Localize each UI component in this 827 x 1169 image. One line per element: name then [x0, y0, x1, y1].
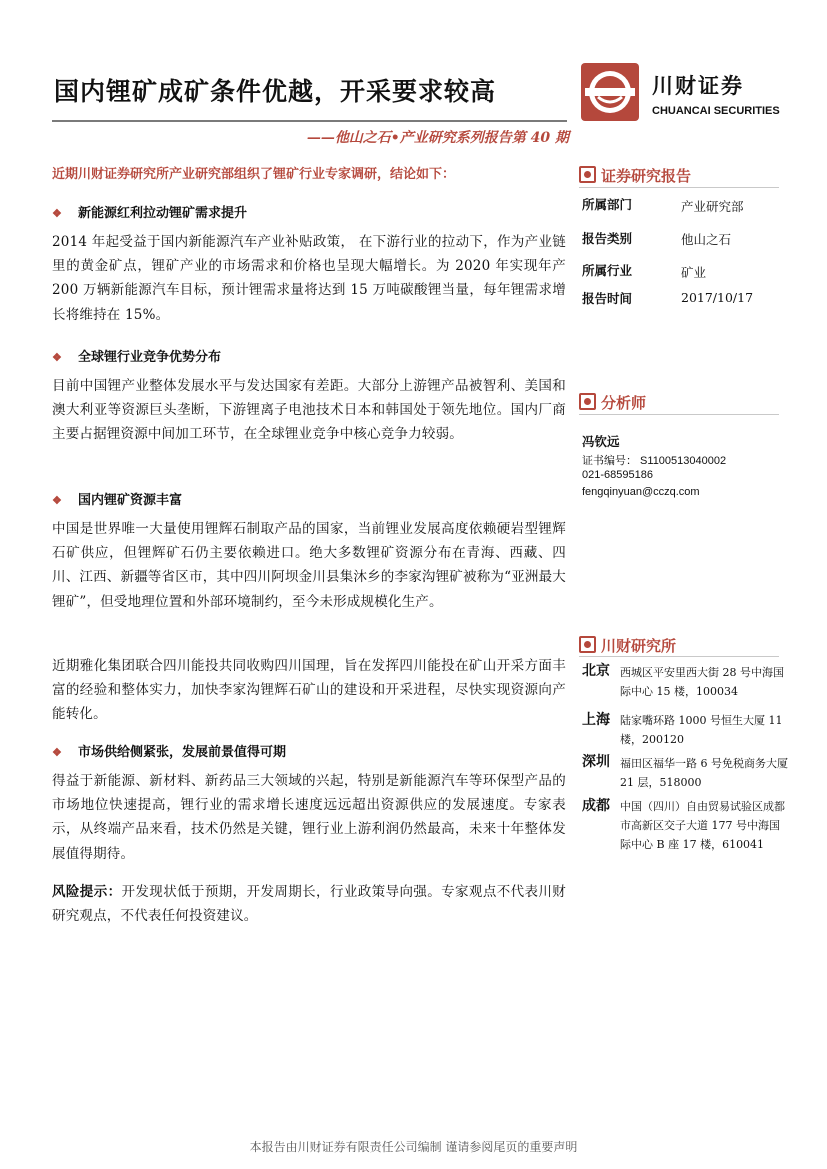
field-label: 所属行业: [582, 263, 633, 278]
intro-summary: 近期川财证券研究所产业研究部组织了锂矿行业专家调研，结论如下：: [52, 167, 456, 182]
section-paragraph: 得益于新能源、新材料、新药品三大领域的兴起，特别是新能源汽车等环保型产品的市场地位快速提高，锂行业的需求增长速度远远超出资源供应的发展速度。专家表示，从终端产品来看，技术仍然是关键，锂行业上游利润仍然最高，未来十年整体发展值得期待。: [52, 773, 566, 862]
field-value: 矿业: [681, 265, 707, 280]
chuancai-logo-icon: [581, 63, 639, 121]
analyst-cert: 证书编号： S1100513040002: [582, 455, 727, 467]
analyst-heading: 分析师: [579, 392, 646, 413]
section-paragraph: 2014 年起受益于国内新能源汽车产业补贴政策， 在下游行业的拉动下，作为产业链里的黄金矿点，锂矿产业的市场需求和价格也呈现大幅增长。为 2020 年实现年产 200 万辆新能源汽车目标，预计锂需求量将达到 15 万吨碳酸锂当量，每年锂需求增长将维持在 15%。: [52, 234, 566, 323]
risk-label: 风险提示：: [52, 884, 122, 900]
office-city: 深圳: [582, 754, 610, 770]
report-info-heading: 证券研究报告: [579, 165, 691, 186]
field-label: 报告时间: [582, 291, 633, 306]
field-value: 产业研究部: [681, 199, 744, 214]
diamond-bullet-icon: ❖: [52, 746, 62, 759]
section-heading: ❖ 市场供给侧紧张，发展前景值得可期: [52, 745, 287, 760]
sidebar-divider: [579, 414, 779, 415]
section-marker-icon: [579, 393, 596, 410]
section-paragraph: 目前中国锂产业整体发展水平与发达国家有差距。大部分上游锂产品被智利、美国和澳大利亚等资源巨头垄断，下游锂离子电池技术日本和韩国处于领先地位。国内厂商主要占据锂资源中间加工环节，在全球锂业竞争中核心竞争力较弱。: [52, 378, 566, 443]
section-paragraph: 中国是世界唯一大量使用锂辉石制取产品的国家，当前锂业发展高度依赖硬岩型锂辉石矿供应，但锂辉矿石仍主要依赖进口。绝大多数锂矿资源分布在青海、西藏、四川、江西、新疆等省区市，其中四川阿坝金川县集沐乡的李家沟锂矿被称为“亚洲最大锂矿”，但受地理位置和外部环境制约，至今未形成规模化生产。: [52, 521, 567, 610]
analyst-name: 冯钦远: [582, 434, 620, 449]
office-address: 福田区福华一路 6 号免税商务大厦 21 层，518000: [620, 757, 788, 789]
office-address: 陆家嘴环路 1000 号恒生大厦 11 楼，200120: [620, 714, 783, 746]
diamond-bullet-icon: ❖: [52, 207, 62, 220]
office-city: 上海: [582, 712, 610, 728]
report-title: 国内锂矿成矿条件优越，开采要求较高: [54, 77, 497, 106]
risk-notice: [52, 880, 566, 928]
risk-text: 开发现状低于预期，开发周期长，行业政策导向强。专家观点不代表川财研究观点，不代表任何投资建议。: [52, 884, 567, 925]
analyst-phone: 021-68595186: [582, 469, 653, 481]
field-label: 报告类别: [582, 231, 633, 246]
section-paragraph: 近期雅化集团联合四川能投共同收购四川国理，旨在发挥四川能投在矿山开采方面丰富的经验和整体实力，加快李家沟锂辉石矿山的建设和开采进程，尽快实现资源向产能转化。: [52, 658, 566, 723]
section-marker-icon: [579, 166, 596, 183]
footer-disclaimer: 本报告由川财证券有限责任公司编制 谨请参阅尾页的重要声明: [249, 1140, 578, 1154]
sidebar-divider: [579, 187, 779, 188]
analyst-email[interactable]: fengqinyuan@cczq.com: [582, 486, 700, 498]
sidebar-divider: [579, 656, 779, 657]
institute-heading: 川财研究所: [579, 635, 676, 656]
section-heading: ❖ 国内锂矿资源丰富: [52, 493, 183, 508]
office-address: 西城区平安里西大街 28 号中海国际中心 15 楼，100034: [620, 666, 784, 698]
diamond-bullet-icon: ❖: [52, 351, 62, 364]
series-subtitle: ——他山之石•产业研究系列报告第 40 期: [306, 130, 569, 146]
field-value: 2017/10/17: [681, 290, 754, 305]
section-marker-icon: [579, 636, 596, 653]
section-heading: ❖ 全球锂行业竞争优势分布: [52, 350, 222, 365]
office-city: 成都: [582, 798, 610, 814]
field-value: 他山之石: [681, 232, 732, 247]
diamond-bullet-icon: ❖: [52, 494, 62, 507]
office-city: 北京: [582, 663, 610, 679]
title-divider: [52, 120, 567, 122]
office-address: 中国（四川）自由贸易试验区成都市高新区交子大道 177 号中海国际中心 B 座 17 楼，610041: [620, 800, 785, 851]
brand-name: 川财证券: [652, 74, 744, 98]
field-label: 所属部门: [582, 197, 633, 212]
brand-name-en: CHUANCAI SECURITIES: [652, 105, 780, 117]
section-heading: ❖ 新能源红利拉动锂矿需求提升: [52, 206, 248, 221]
